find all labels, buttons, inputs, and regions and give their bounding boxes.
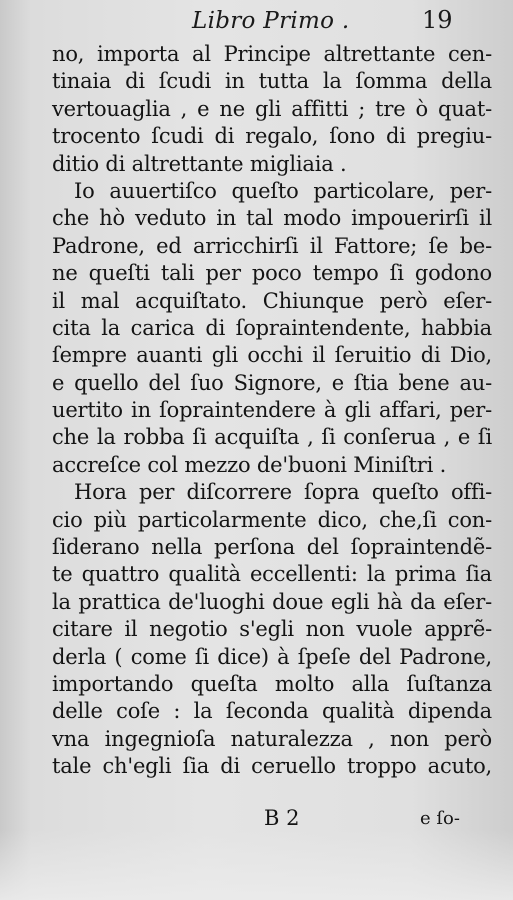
text-line: il mal acquiſtato. Chiunque però eſer- bbox=[52, 288, 492, 313]
text-line: vna ingegnioſa naturalezza , non però bbox=[52, 726, 492, 751]
text-line: accreſce col mezzo de'buoni Miniſtri . bbox=[52, 452, 447, 477]
text-line: cita la carica di ſopraintendente, habbia bbox=[52, 315, 492, 340]
text-line: derla ( come ſi dice) à ſpeſe del Padrone, bbox=[52, 644, 492, 669]
text-line: cio più particolarmente dico, che,ſi con- bbox=[52, 507, 492, 532]
running-title: Libro Primo . bbox=[192, 8, 350, 34]
text-line: la prattica de'luoghi doue egli hà da eſer- bbox=[52, 589, 492, 614]
text-line: tinaia di ſcudi in tutta la ſomma della bbox=[52, 69, 492, 94]
body-text bbox=[52, 41, 492, 781]
text-line: te quattro qualità eccellenti: la prima ſia bbox=[52, 562, 492, 587]
text-line: uertito in ſopraintendere à gli affari, per- bbox=[52, 398, 492, 423]
text-line: ſiderano nella perſona del ſopraintendẽ- bbox=[52, 535, 492, 560]
text-line: e quello del ſuo Signore, e ſtia bene au- bbox=[52, 370, 492, 395]
paragraph bbox=[52, 41, 492, 178]
page-footer bbox=[52, 806, 492, 836]
text-line: citare il negotio s'egli non vuole apprẽ- bbox=[52, 617, 492, 642]
text-line: tale ch'egli ſia di ceruello troppo acuto, bbox=[52, 754, 492, 779]
text-line: importando queſta molto alla ſuſtanza bbox=[52, 671, 492, 696]
paragraph bbox=[52, 178, 492, 479]
signature-mark: B 2 bbox=[264, 806, 300, 830]
text-line: Padrone, ed arricchirſi il Fattore; ſe be- bbox=[52, 233, 492, 258]
text-line: vertouaglia , e ne gli affitti ; tre ò quat- bbox=[52, 96, 492, 121]
text-line: ſempre auanti gli occhi il ſeruitio di Dio, bbox=[52, 343, 492, 368]
text-line: ditio di altrettante migliaia . bbox=[52, 151, 347, 176]
text-line: che hò veduto in tal modo impouerirſi il bbox=[52, 206, 492, 231]
text-line: trocento ſcudi di regalo, ſono di pregiu- bbox=[52, 124, 492, 149]
text-line: no, importa al Principe altrettante cen- bbox=[52, 42, 492, 66]
text-line: che la robba ſi acquiſta , ſi conſerua , e ſi bbox=[52, 425, 492, 450]
text-line: delle coſe : la ſeconda qualità dipenda bbox=[52, 699, 492, 724]
catchword: e ſo- bbox=[420, 808, 460, 829]
text-line: ne queſti tali per poco tempo ſi godono bbox=[52, 261, 492, 286]
running-head bbox=[40, 6, 480, 36]
page-number: 19 bbox=[422, 6, 453, 34]
text-line: Io auuertiſco queſto particolare, per- bbox=[74, 178, 492, 203]
text-line: Hora per diſcorrere ſopra queſto offi- bbox=[74, 480, 492, 505]
paragraph bbox=[52, 479, 492, 780]
